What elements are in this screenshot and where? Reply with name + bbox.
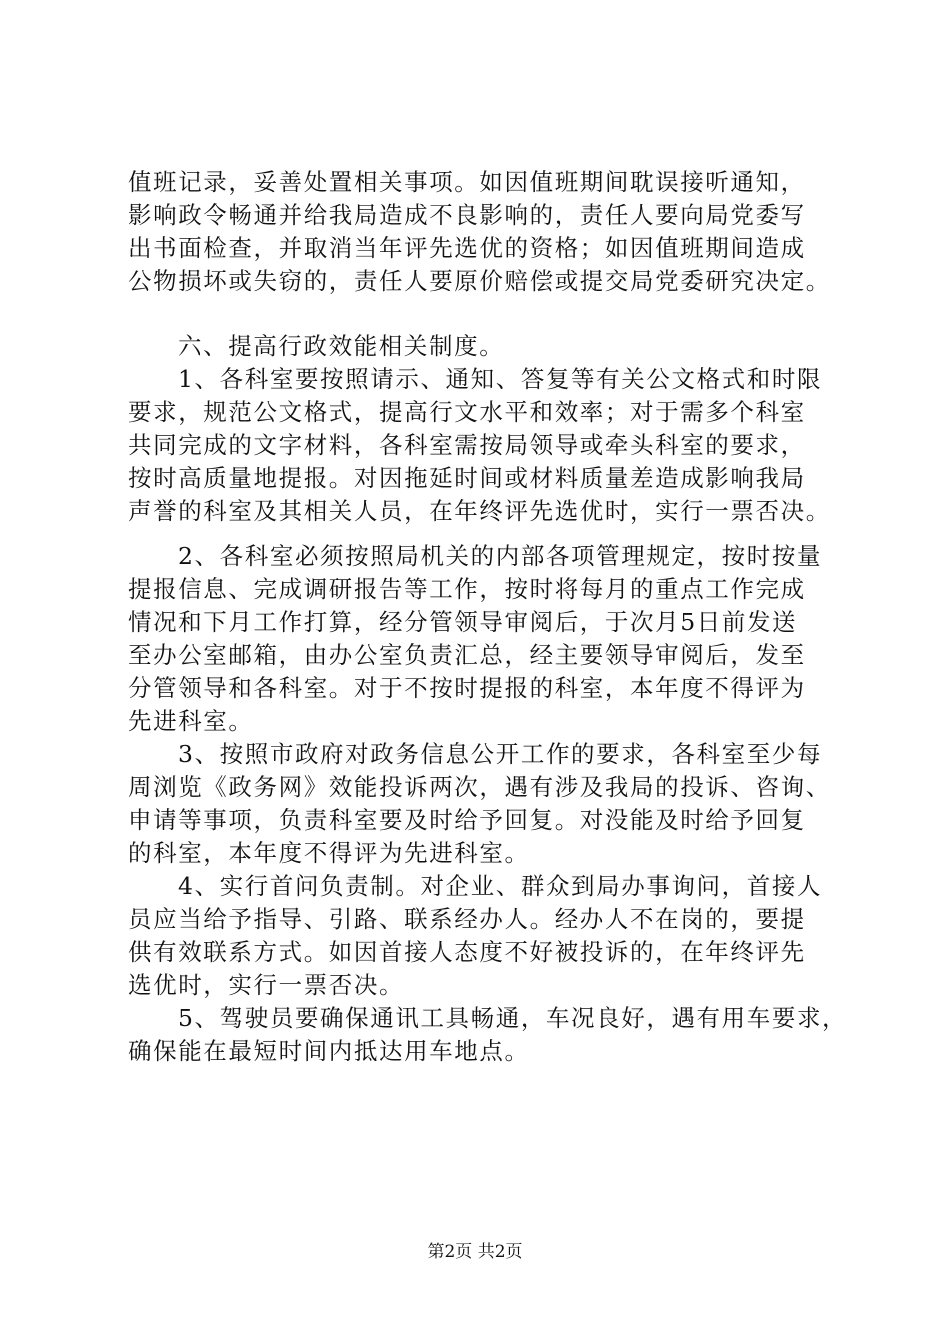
text-line: 出书面检查，并取消当年评先选优的资格；如因值班期间造成 bbox=[128, 234, 806, 262]
text-line: 公物损坏或失窃的，责任人要原价赔偿或提交局党委研究决定。 bbox=[128, 267, 831, 295]
text-line: 员应当给予指导、引路、联系经办人。经办人不在岗的，要提 bbox=[128, 905, 806, 933]
text-line: 先进科室。 bbox=[128, 707, 254, 735]
text-line: 声誉的科室及其相关人员，在年终评先选优时，实行一票否决。 bbox=[128, 497, 831, 525]
text-line: 周浏览《政务网》效能投诉两次，遇有涉及我局的投诉、咨询、 bbox=[128, 773, 831, 801]
text-line: 供有效联系方式。如因首接人态度不好被投诉的，在年终评先 bbox=[128, 938, 806, 966]
text-line: 按时高质量地提报。对因拖延时间或材料质量差造成影响我局 bbox=[128, 464, 806, 492]
section-six bbox=[128, 330, 858, 528]
section-six-items bbox=[128, 540, 858, 1068]
text-line: 值班记录，妥善处置相关事项。如因值班期间耽误接听通知， bbox=[128, 168, 806, 196]
text-line: 申请等事项，负责科室要及时给予回复。对没能及时给予回复 bbox=[128, 806, 806, 834]
text-line: 4、实行首问负责制。对企业、群众到局办事询问，首接人 bbox=[178, 872, 823, 900]
text-line: 选优时，实行一票否决。 bbox=[128, 971, 405, 999]
text-line: 提报信息、完成调研报告等工作，按时将每月的重点工作完成 bbox=[128, 575, 806, 603]
text-line: 1、各科室要按照请示、通知、答复等有关公文格式和时限 bbox=[178, 365, 823, 393]
text-line: 3、按照市政府对政务信息公开工作的要求，各科室至少每 bbox=[178, 740, 823, 768]
text-line: 的科室，本年度不得评为先进科室。 bbox=[128, 839, 530, 867]
text-line: 六、提高行政效能相关制度。 bbox=[178, 332, 505, 360]
text-line: 确保能在最短时间内抵达用车地点。 bbox=[128, 1037, 530, 1065]
text-line: 影响政令畅通并给我局造成不良影响的，责任人要向局党委写 bbox=[128, 201, 806, 229]
paragraph-continued bbox=[128, 166, 858, 298]
text-line: 分管领导和各科室。对于不按时提报的科室，本年度不得评为 bbox=[128, 674, 806, 702]
text-line: 2、各科室必须按照局机关的内部各项管理规定，按时按量 bbox=[178, 542, 823, 570]
text-line: 5、驾驶员要确保通讯工具畅通，车况良好，遇有用车要求， bbox=[178, 1004, 848, 1032]
text-line: 共同完成的文字材料，各科室需按局领导或牵头科室的要求， bbox=[128, 431, 806, 459]
text-line: 至办公室邮箱，由办公室负责汇总，经主要领导审阅后，发至 bbox=[128, 641, 806, 669]
text-line: 情况和下月工作打算，经分管领导审阅后，于次月5日前发送 bbox=[128, 608, 798, 636]
page-footer: 第2页 共2页 bbox=[427, 1242, 523, 1262]
text-line: 要求，规范公文格式，提高行文水平和效率；对于需多个科室 bbox=[128, 398, 806, 426]
